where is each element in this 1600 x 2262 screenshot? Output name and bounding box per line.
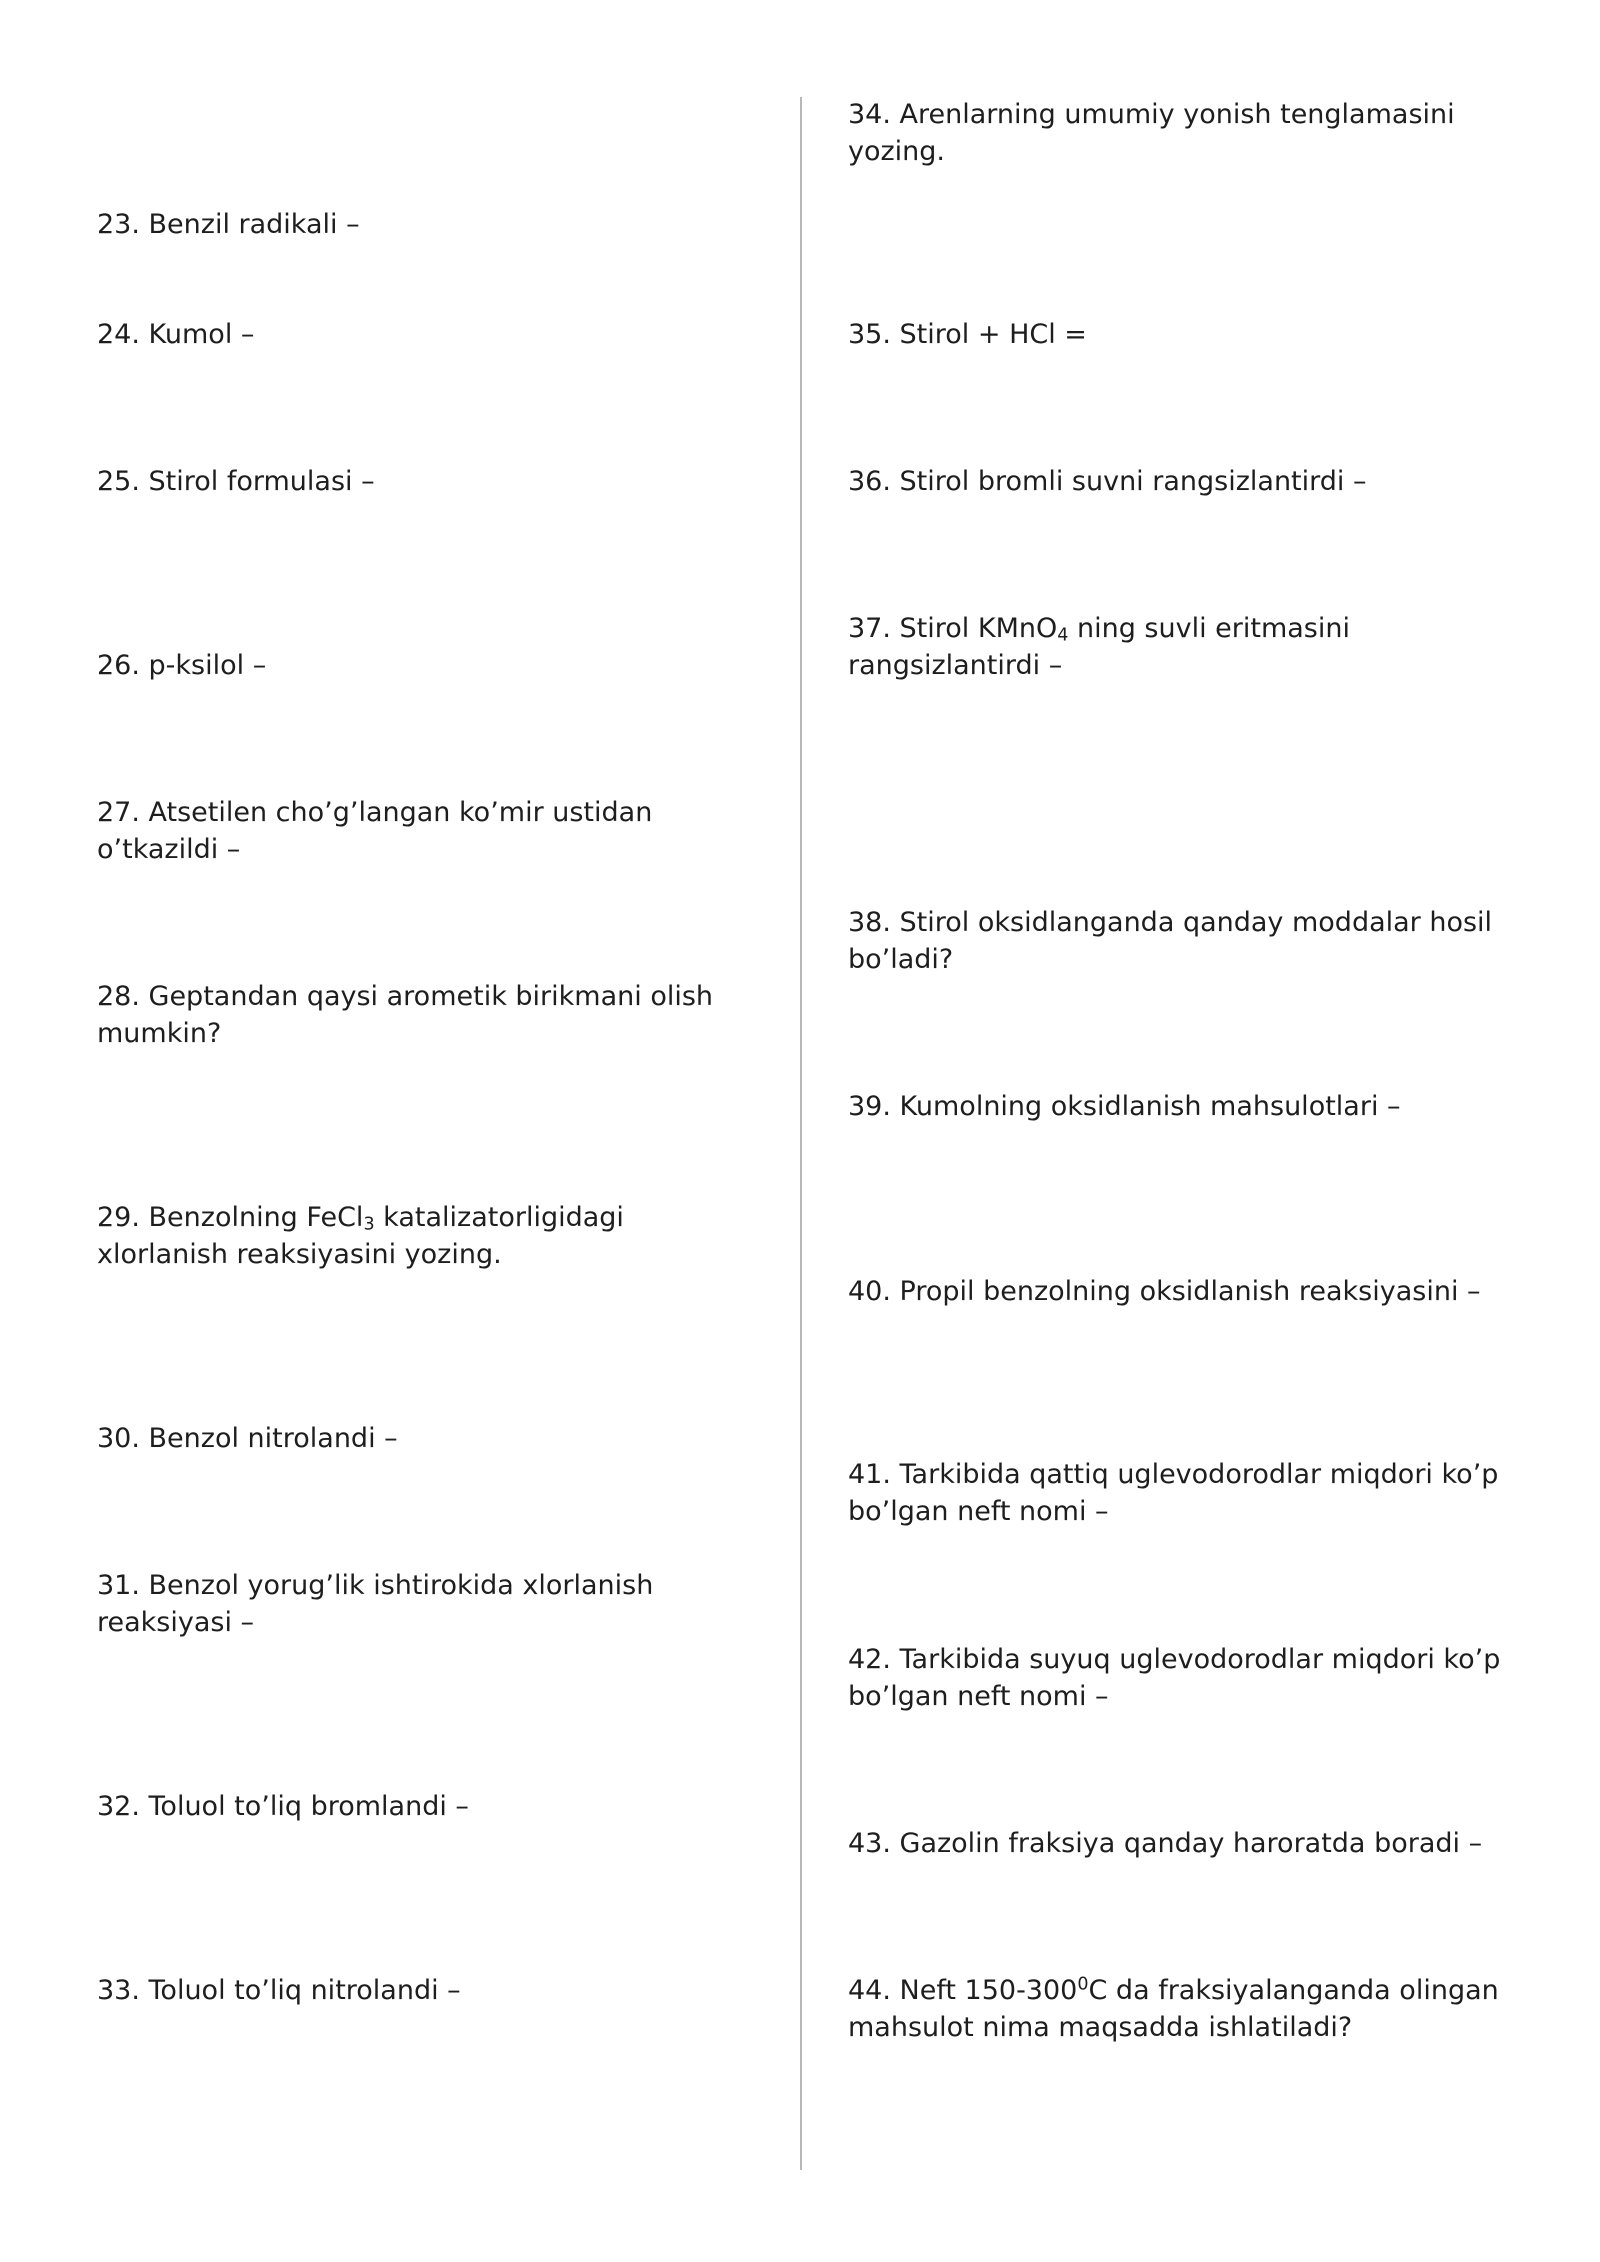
question-37-text-rest: ning suvli eritmasini rangsizlantirdi – — [848, 613, 1350, 681]
question-28: 28. Geptandan qaysi arometik birikmani olish mumkin? — [97, 981, 714, 1049]
question-27: 27. Atsetilen cho’g’langan ko’mir ustidan o’tkazildi – — [97, 797, 653, 865]
question-26: 26. p-ksilol – — [97, 650, 267, 681]
question-44 — [848, 1972, 1508, 2046]
question-37-text: 37. Stirol KMnO — [848, 613, 1058, 644]
question-42: 42. Tarkibida suyuq uglevodorodlar miqdori ko’p bo’lgan neft nomi – — [848, 1644, 1501, 1712]
question-37 — [848, 610, 1508, 684]
question-29-text: 29. Benzolning FeCl — [97, 1202, 364, 1233]
question-44-superscript: 0 — [1077, 1974, 1089, 1995]
question-32: 32. Toluol to’liq bromlandi – — [97, 1791, 469, 1822]
question-34: 34. Arenlarning umumiy yonish tenglamasini yozing. — [848, 99, 1455, 167]
question-38: 38. Stirol oksidlanganda qanday moddalar hosil bo’ladi? — [848, 907, 1493, 975]
question-24: 24. Kumol – — [97, 319, 255, 350]
question-25: 25. Stirol formulasi – — [97, 466, 375, 497]
question-29 — [97, 1199, 757, 1273]
question-31: 31. Benzol yorug’lik ishtirokida xlorlanish reaksiyasi – — [97, 1570, 654, 1638]
question-23: 23. Benzil radikali – — [97, 209, 360, 240]
question-30: 30. Benzol nitrolandi – — [97, 1423, 398, 1454]
question-40: 40. Propil benzolning oksidlanish reaksiyasini – — [848, 1276, 1481, 1307]
question-29-text-rest: katalizatorligidagi xlorlanish reaksiyasini yozing. — [97, 1202, 624, 1270]
question-44-text: 44. Neft 150-300 — [848, 1975, 1078, 2006]
question-33: 33. Toluol to’liq nitrolandi – — [97, 1975, 461, 2006]
question-43: 43. Gazolin fraksiya qanday haroratda boradi – — [848, 1828, 1483, 1859]
question-41: 41. Tarkibida qattiq uglevodorodlar miqdori ko’p bo’lgan neft nomi – — [848, 1459, 1499, 1527]
question-37-subscript: 4 — [1057, 625, 1069, 646]
column-divider — [800, 97, 802, 2170]
question-39: 39. Kumolning oksidlanish mahsulotlari – — [848, 1091, 1401, 1122]
question-35: 35. Stirol + HCl = — [848, 319, 1087, 350]
question-29-subscript: 3 — [363, 1214, 375, 1235]
question-36: 36. Stirol bromli suvni rangsizlantirdi – — [848, 466, 1367, 497]
question-44-text-rest: C da fraksiyalanganda olingan mahsulot nima maqsadda ishlatiladi? — [848, 1975, 1499, 2043]
